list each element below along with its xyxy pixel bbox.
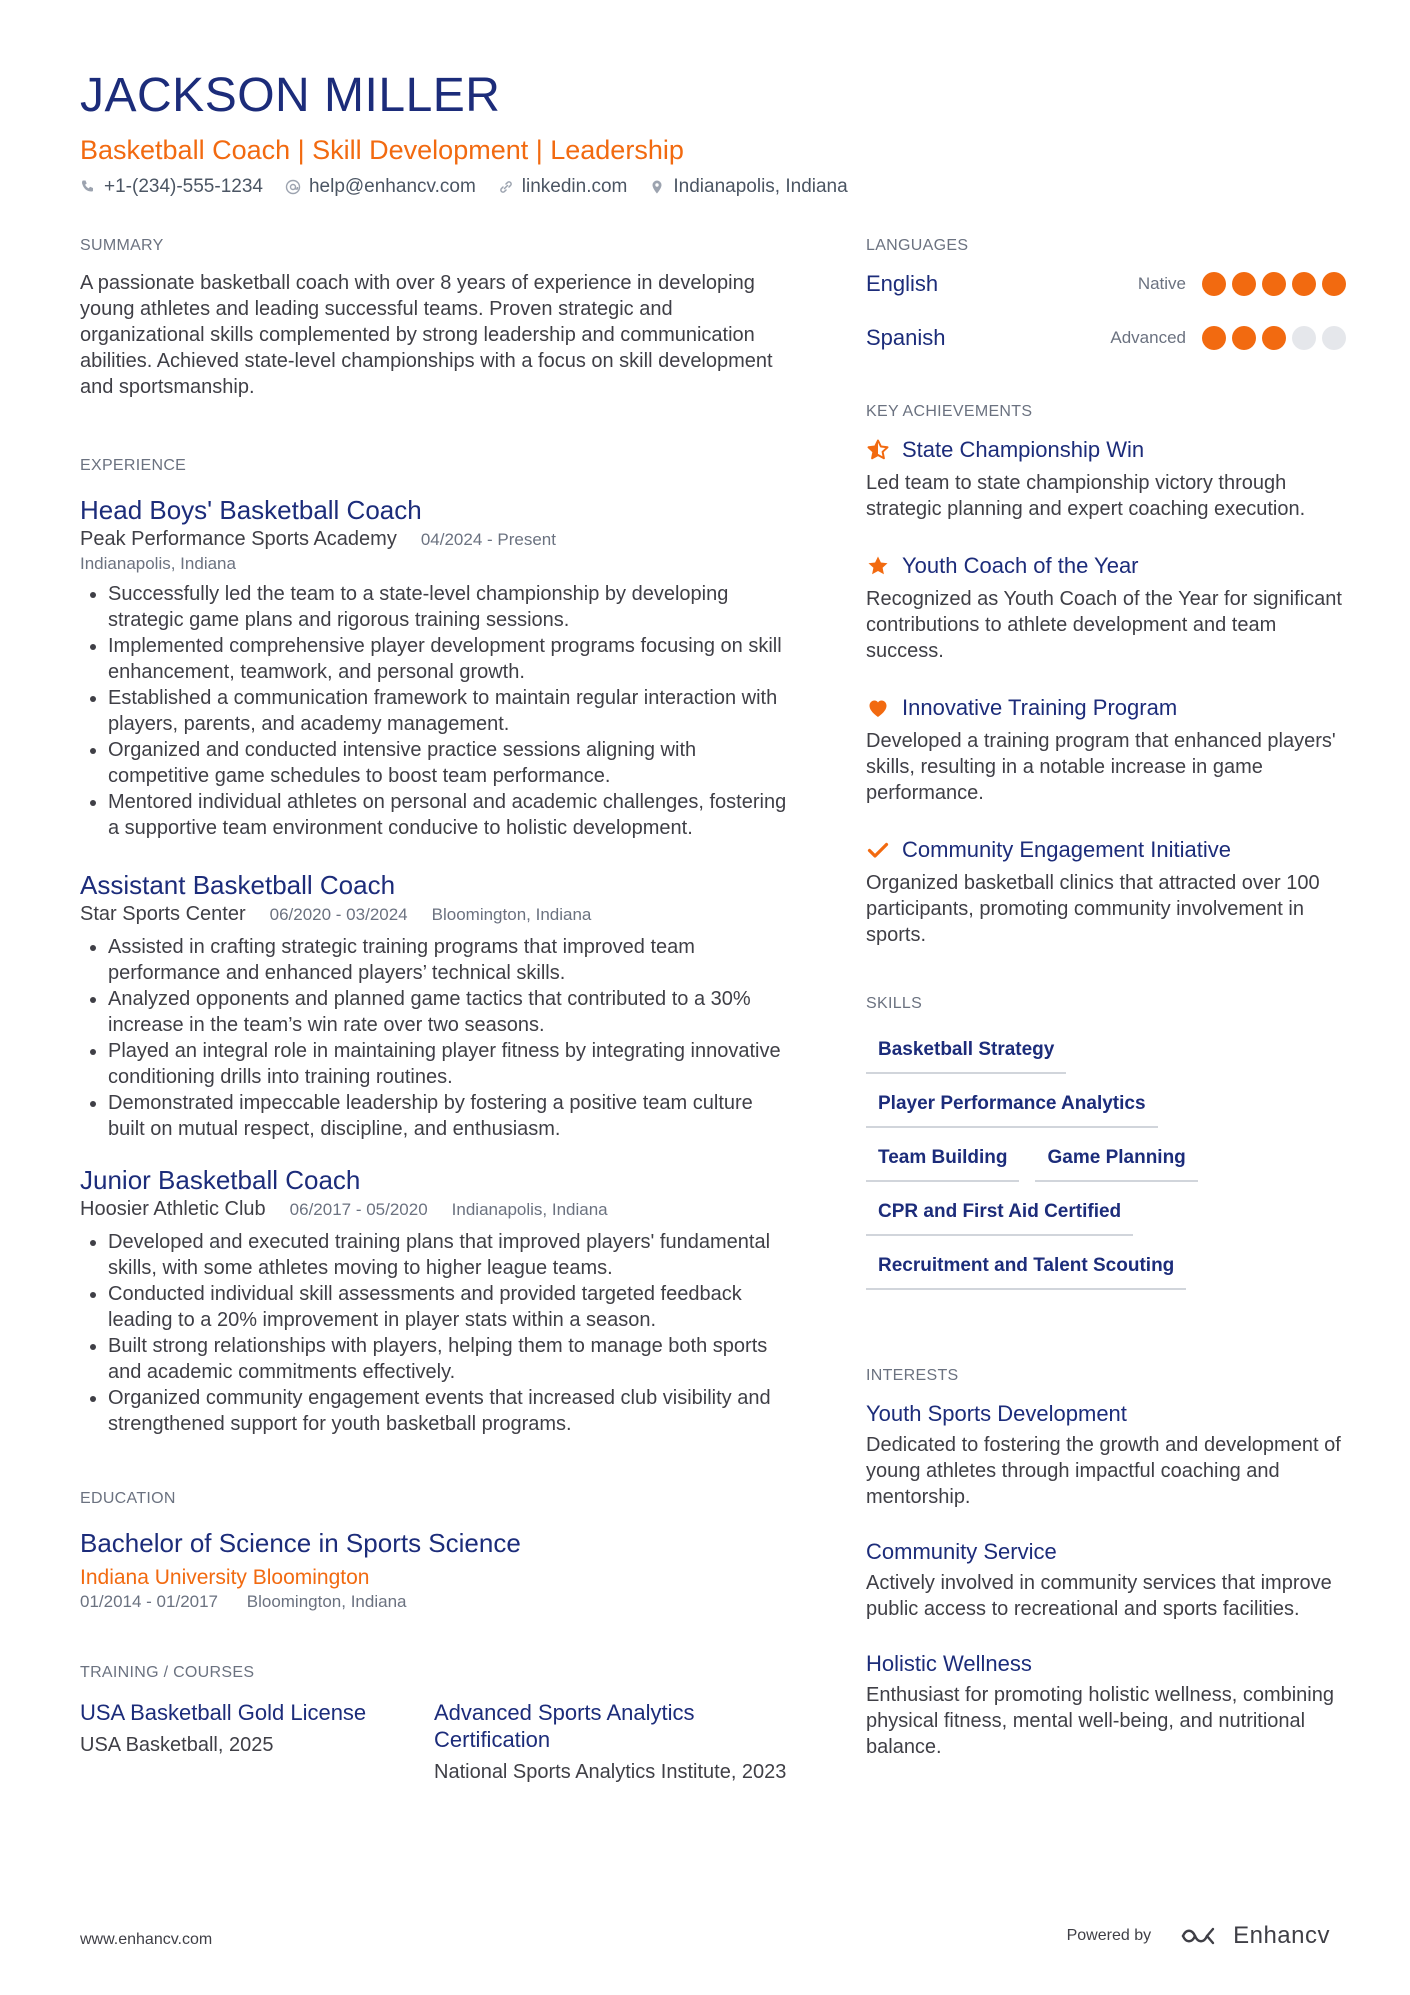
summary-heading: SUMMARY [80,237,164,254]
skill-tag: Recruitment and Talent Scouting [866,1248,1186,1290]
job-bullets [80,934,788,1142]
achievement-item [866,552,1346,664]
job-bullet: • Demonstrated impeccable leadership by fostering a positive team culture built on mutual respect, discipline, and enthusiasm. [108,1090,788,1142]
job-bullet: • Conducted individual skill assessments and provided targeted feedback leading to a 20% improvement in player stats within a season. [108,1281,788,1333]
rating-dot-filled [1262,326,1286,350]
interest-item [866,1650,1346,1760]
language-rating [1202,326,1346,350]
languages-heading: LANGUAGES [866,237,969,254]
achievement-item [866,436,1346,522]
job-bullet: • Mentored individual athletes on personal and academic challenges, fostering a supportive team environment conducive to holistic development. [108,789,788,841]
language-rating [1202,272,1346,296]
achievement-item [866,836,1346,948]
skills-heading: SKILLS [866,995,923,1012]
achievement-head [866,436,1346,464]
heart-icon [866,696,890,720]
education-meta [80,1591,788,1613]
job-meta [80,1196,788,1223]
rating-dot-filled [1232,272,1256,296]
contact-phone [80,174,263,200]
languages-section [866,236,1346,358]
star-icon [866,554,890,578]
rating-dot-filled [1232,326,1256,350]
achievement-item [866,694,1346,806]
rating-dot-empty [1322,326,1346,350]
job-bullets [80,1229,788,1437]
left-column [80,236,788,1785]
achievements-heading: KEY ACHIEVEMENTS [866,403,1033,420]
location-text: Indianapolis, Indiana [673,176,848,197]
job-title: Head Boys' Basketball Coach [80,495,422,525]
job-bullets [80,581,788,841]
job-bullet: • Played an integral role in maintaining player fitness by integrating innovative conditioning drills into training routines. [108,1038,788,1090]
linkedin-text: linkedin.com [521,176,628,197]
achievement-text: Organized basketball clinics that attracted over 100 participants, promoting community involvement in sports. [866,872,1320,946]
job-dates: 04/2024 - Present [420,530,556,549]
summary-text: A passionate basketball coach with over 8 years of experience in developing young athletes and leading successful teams. Proven strategic and organizational skills complemented by strong leadership and communication abilities. Achieved state-level championships with a focus on skill development and sportsmanship. [80,272,773,398]
interests-heading: INTERESTS [866,1367,959,1384]
job-company: Star Sports Center [80,903,246,925]
at-icon [285,179,301,195]
phone-text: +1-(234)-555-1234 [104,176,263,197]
skill-tag: Game Planning [1035,1140,1197,1182]
right-column [866,236,1346,1760]
interest-title: Community Service [866,1539,1057,1564]
summary-section [80,236,788,400]
language-row [866,318,1346,358]
achievement-head [866,836,1346,864]
interest-item [866,1538,1346,1622]
achievement-title: Community Engagement Initiative [902,837,1231,862]
location-pin-icon [649,179,665,195]
language-row [866,264,1346,304]
education-section [80,1489,788,1613]
enhancv-logo-icon [1179,1924,1225,1948]
job-company: Peak Performance Sports Academy [80,528,397,550]
interest-text: Actively involved in community services that improve public access to recreational and sports facilities. [866,1572,1332,1620]
footer-branding [1067,1922,1330,1950]
job-bullet: • Analyzed opponents and planned game tactics that contributed to a 30% increase in the team’s win rate over two seasons. [108,986,788,1038]
job-entry [80,494,788,841]
skill-tag: Team Building [866,1140,1019,1182]
achievement-text: Developed a training program that enhanced players' skills, resulting in a notable increase in game performance. [866,730,1336,804]
enhancv-brand-text: Enhancv [1233,1922,1330,1949]
rating-dot-filled [1322,272,1346,296]
job-bullet: • Organized community engagement events that increased club visibility and strengthened support for youth basketball programs. [108,1385,788,1437]
education-heading: EDUCATION [80,1490,176,1507]
contact-email[interactable] [285,174,476,200]
job-bullet: • Assisted in crafting strategic training programs that improved team performance and enhanced players’ technical skills. [108,934,788,986]
job-dates: 06/2017 - 05/2020 [289,1200,428,1219]
job-location: Indianapolis, Indiana [451,1200,608,1219]
achievement-head [866,694,1346,722]
link-icon [498,179,514,195]
achievement-title: Innovative Training Program [902,695,1178,720]
job-entry [80,869,788,1142]
job-bullet: • Implemented comprehensive player development programs focusing on skill enhancement, teamwork, and personal growth. [108,633,788,685]
job-location: Indianapolis, Indiana [80,554,236,573]
candidate-title: Basketball Coach | Skill Development | Leadership [80,135,684,165]
star-half-icon [866,438,890,462]
candidate-name: JACKSON MILLER [80,69,501,122]
experience-section [80,456,788,1437]
interest-text: Enthusiast for promoting holistic wellness, combining physical fitness, mental well-being, and nutritional balance. [866,1684,1334,1758]
rating-dot-filled [1202,272,1226,296]
footer-website[interactable]: www.enhancv.com [80,1931,213,1948]
achievement-title: Youth Coach of the Year [902,553,1139,578]
achievement-text: Led team to state championship victory through strategic planning and expert coaching execution. [866,472,1306,520]
rating-dot-empty [1292,326,1316,350]
training-heading: TRAINING / COURSES [80,1664,255,1681]
language-name: Spanish [866,325,946,350]
rating-dot-filled [1262,272,1286,296]
degree-title: Bachelor of Science in Sports Science [80,1528,521,1558]
phone-icon [80,179,96,195]
education-dates: 01/2014 - 01/2017 [80,1592,219,1611]
contact-bar [80,174,1340,200]
contact-linkedin[interactable] [498,174,628,200]
powered-by-text: Powered by [1066,1927,1152,1944]
skills-section [866,994,1346,1302]
experience-heading: EXPERIENCE [80,457,187,474]
job-title: Junior Basketball Coach [80,1165,361,1195]
resume-header [80,68,1340,200]
job-meta [80,901,788,928]
job-company: Hoosier Athletic Club [80,1198,266,1220]
education-location: Bloomington, Indiana [246,1592,407,1611]
rating-dot-filled [1292,272,1316,296]
course-org: National Sports Analytics Institute, 2023 [434,1761,787,1783]
job-title: Assistant Basketball Coach [80,870,396,900]
training-section [80,1663,788,1785]
achievement-title: State Championship Win [902,437,1145,462]
course-org: USA Basketball, 2025 [80,1734,274,1756]
language-level: Advanced [1110,328,1186,347]
interest-title: Holistic Wellness [866,1651,1032,1676]
email-text: help@enhancv.com [308,176,476,197]
skill-tag: CPR and First Aid Certified [866,1194,1133,1236]
course-item [434,1699,788,1785]
job-bullet: • Developed and executed training plans that improved players' fundamental skills, with some athletes moving to higher league teams. [108,1229,788,1281]
skill-tag: Basketball Strategy [866,1032,1066,1074]
school-name: Indiana University Bloomington [80,1566,370,1589]
achievement-head [866,552,1346,580]
language-name: English [866,271,939,296]
interest-item [866,1400,1346,1510]
job-bullet: • Successfully led the team to a state-level championship by developing strategic game plans and rigorous training sessions. [108,581,788,633]
check-icon [866,838,890,862]
course-title: USA Basketball Gold License [80,1700,367,1725]
courses-grid [80,1699,788,1785]
rating-dot-filled [1202,326,1226,350]
job-bullet: • Established a communication framework to maintain regular interaction with players, parents, and academy management. [108,685,788,737]
course-title: Advanced Sports Analytics Certification [434,1700,695,1752]
job-dates: 06/2020 - 03/2024 [269,905,408,924]
job-meta [80,526,788,553]
skill-tag: Player Performance Analytics [866,1086,1158,1128]
job-bullet: • Built strong relationships with players, helping them to manage both sports and academic commitments effectively. [108,1333,788,1385]
job-entry [80,1164,788,1437]
interest-text: Dedicated to fostering the growth and development of young athletes through impactful coaching and mentorship. [866,1434,1341,1508]
course-item [80,1699,434,1785]
achievements-section [866,402,1346,948]
achievement-text: Recognized as Youth Coach of the Year for significant contributions to athlete development and team success. [866,588,1342,662]
job-location: Bloomington, Indiana [431,905,592,924]
contact-location [649,174,847,200]
interest-title: Youth Sports Development [866,1401,1127,1426]
language-level: Native [1137,274,1186,293]
interests-section [866,1366,1346,1760]
skills-list [866,1032,1346,1302]
job-bullet: • Organized and conducted intensive practice sessions aligning with competitive game schedules to boost team performance. [108,737,788,789]
